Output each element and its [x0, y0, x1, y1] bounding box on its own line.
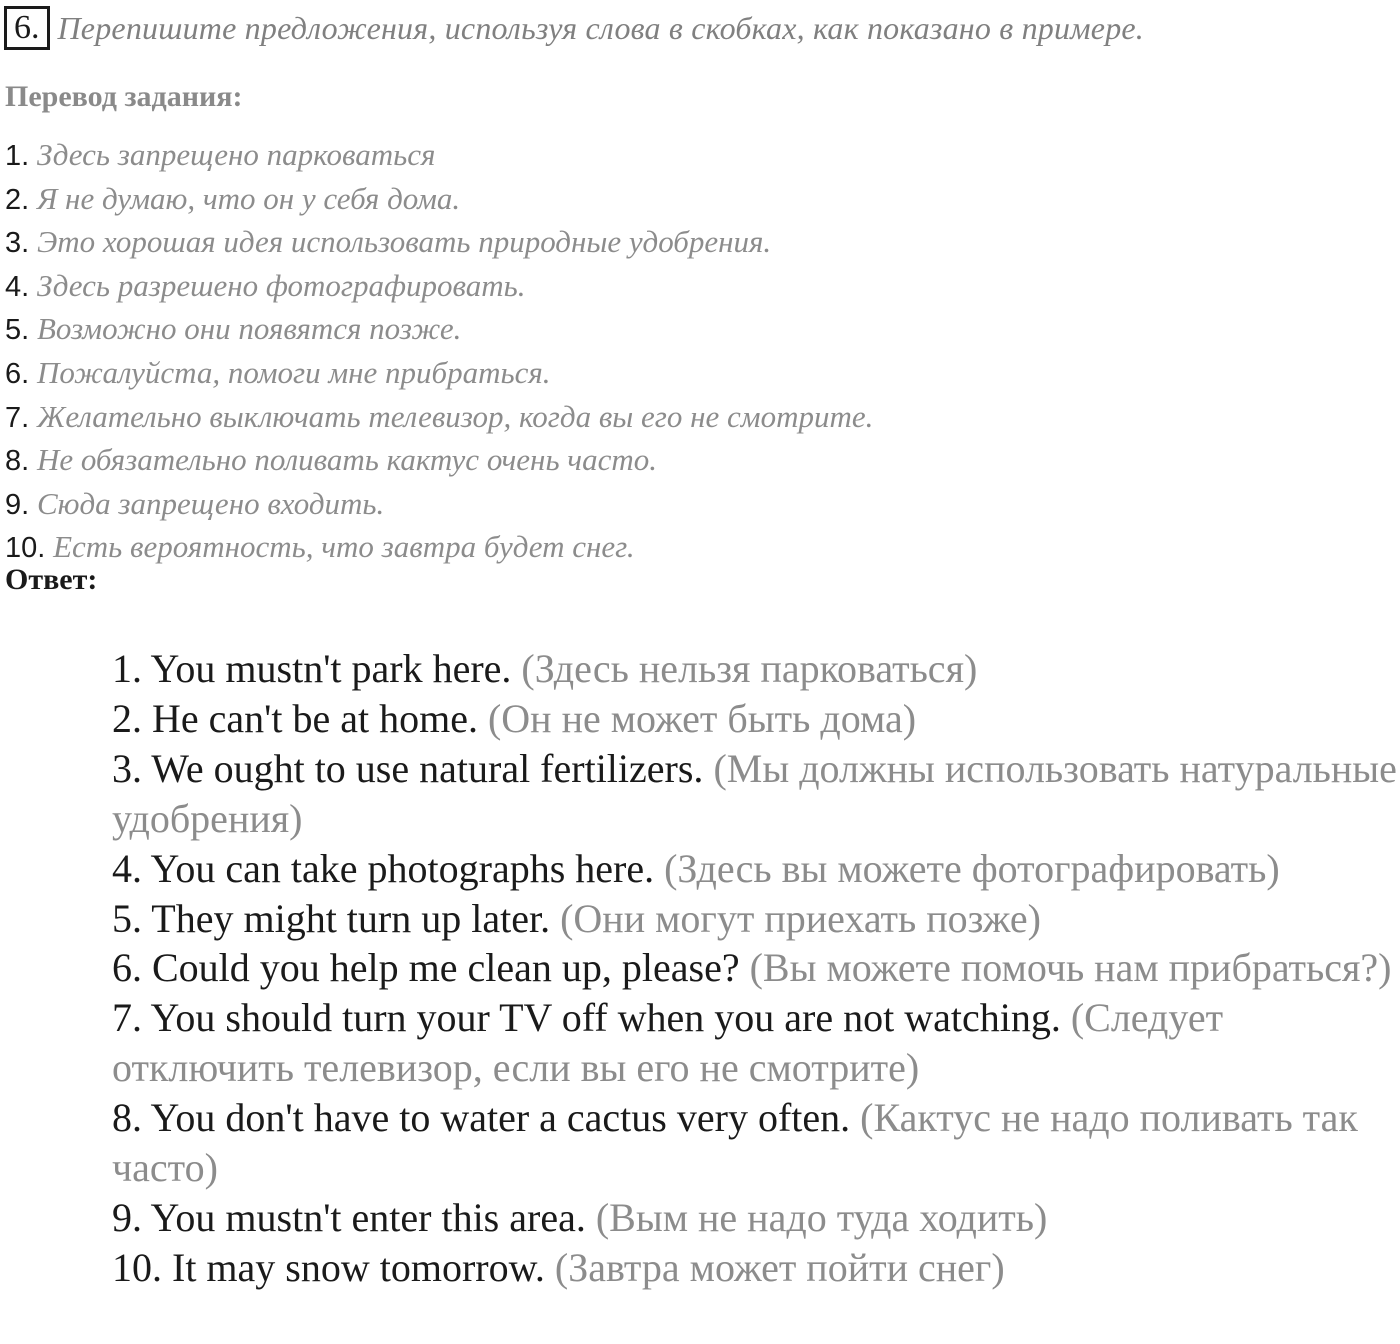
answer-item	[112, 844, 1398, 894]
item-number: 10.	[5, 532, 46, 565]
translation-item	[5, 308, 873, 352]
item-number: 8.	[5, 445, 30, 478]
translation-item	[5, 352, 873, 396]
answer-russian: (Завтра может пойти снег)	[554, 1244, 1005, 1290]
translation-item	[5, 178, 873, 222]
answer-item	[112, 1093, 1398, 1193]
translation-item	[5, 483, 873, 527]
answer-english: 1. You mustn't park here.	[112, 646, 512, 691]
translation-text: Желательно выключать телевизор, когда вы его не смотрите.	[36, 398, 874, 434]
answer-russian: (Мы должны использовать натуральные удобрения)	[112, 745, 1397, 841]
answer-english: 10. It may snow tomorrow.	[112, 1244, 545, 1290]
answer-russian: (Они могут приехать позже)	[560, 895, 1041, 941]
answer-russian: (Вы можете помочь нам прибраться?)	[749, 945, 1392, 991]
translation-text: Здесь разрешено фотографировать.	[36, 267, 526, 303]
translation-text: Не обязательно поливать кактус очень часто.	[36, 442, 657, 478]
answer-item	[112, 644, 1398, 694]
item-number: 2.	[5, 183, 30, 216]
answer-russian: (Следует отключить телевизор, если вы его не смотрите)	[112, 995, 1224, 1091]
answer-english: 4. You can take photographs here.	[112, 845, 655, 891]
answer-item	[112, 1243, 1398, 1293]
answer-english: 5. They might turn up later.	[112, 895, 551, 941]
task-header	[4, 6, 1144, 50]
answer-item	[112, 694, 1398, 744]
item-number: 7.	[5, 401, 30, 434]
answer-russian: (Здесь нельзя парковаться)	[521, 646, 978, 691]
translation-text: Сюда запрещено входить.	[36, 485, 385, 521]
translation-heading: Перевод задания:	[5, 80, 243, 113]
translation-text: Это хорошая идея использовать природные удобрения.	[36, 224, 772, 260]
item-number: 3.	[5, 227, 30, 260]
answer-item	[112, 943, 1398, 993]
answer-english: 2. He can't be at home.	[112, 695, 478, 741]
task-instruction: Перепишите предложения, используя слова в скобках, как показано в примере.	[57, 9, 1145, 46]
answer-heading: Ответ:	[5, 563, 98, 596]
answer-english: 6. Could you help me clean up, please?	[112, 945, 740, 991]
item-number: 6.	[5, 357, 30, 390]
translation-item	[5, 396, 873, 440]
translation-item	[5, 439, 873, 483]
translation-text: Здесь запрещено парковаться	[36, 137, 436, 172]
translation-text: Пожалуйста, помоги мне прибраться.	[36, 354, 551, 390]
translation-list	[5, 134, 873, 570]
answer-english: 7. You should turn your TV off when you are not watching.	[112, 995, 1061, 1041]
item-number: 9.	[5, 488, 30, 521]
answer-list	[112, 644, 1398, 1293]
answer-english: 3. We ought to use natural fertilizers.	[112, 745, 704, 791]
item-number: 4.	[5, 270, 30, 303]
answer-russian: (Здесь вы можете фотографировать)	[664, 845, 1280, 891]
item-number: 5.	[5, 314, 30, 347]
translation-item	[5, 221, 873, 265]
answer-item	[112, 993, 1398, 1093]
translation-text: Я не думаю, что он у себя дома.	[36, 180, 461, 216]
answer-item	[112, 744, 1398, 844]
translation-text: Возможно они появятся позже.	[36, 311, 462, 347]
answer-english: 8. You don't have to water a cactus very often.	[112, 1095, 851, 1141]
answer-russian: (Кактус не надо поливать так часто)	[112, 1095, 1358, 1191]
translation-item	[5, 134, 873, 178]
answer-russian: (Он не может быть дома)	[487, 695, 917, 741]
answer-english: 9. You mustn't enter this area.	[112, 1194, 586, 1240]
translation-item	[5, 526, 873, 570]
translation-text: Есть вероятность, что завтра будет снег.	[53, 529, 635, 565]
answer-item	[112, 894, 1398, 944]
item-number: 1.	[5, 140, 30, 172]
answer-russian: (Вым не надо туда ходить)	[595, 1194, 1048, 1240]
translation-item	[5, 265, 873, 309]
task-number-box: 6.	[4, 6, 50, 50]
answer-item	[112, 1193, 1398, 1243]
